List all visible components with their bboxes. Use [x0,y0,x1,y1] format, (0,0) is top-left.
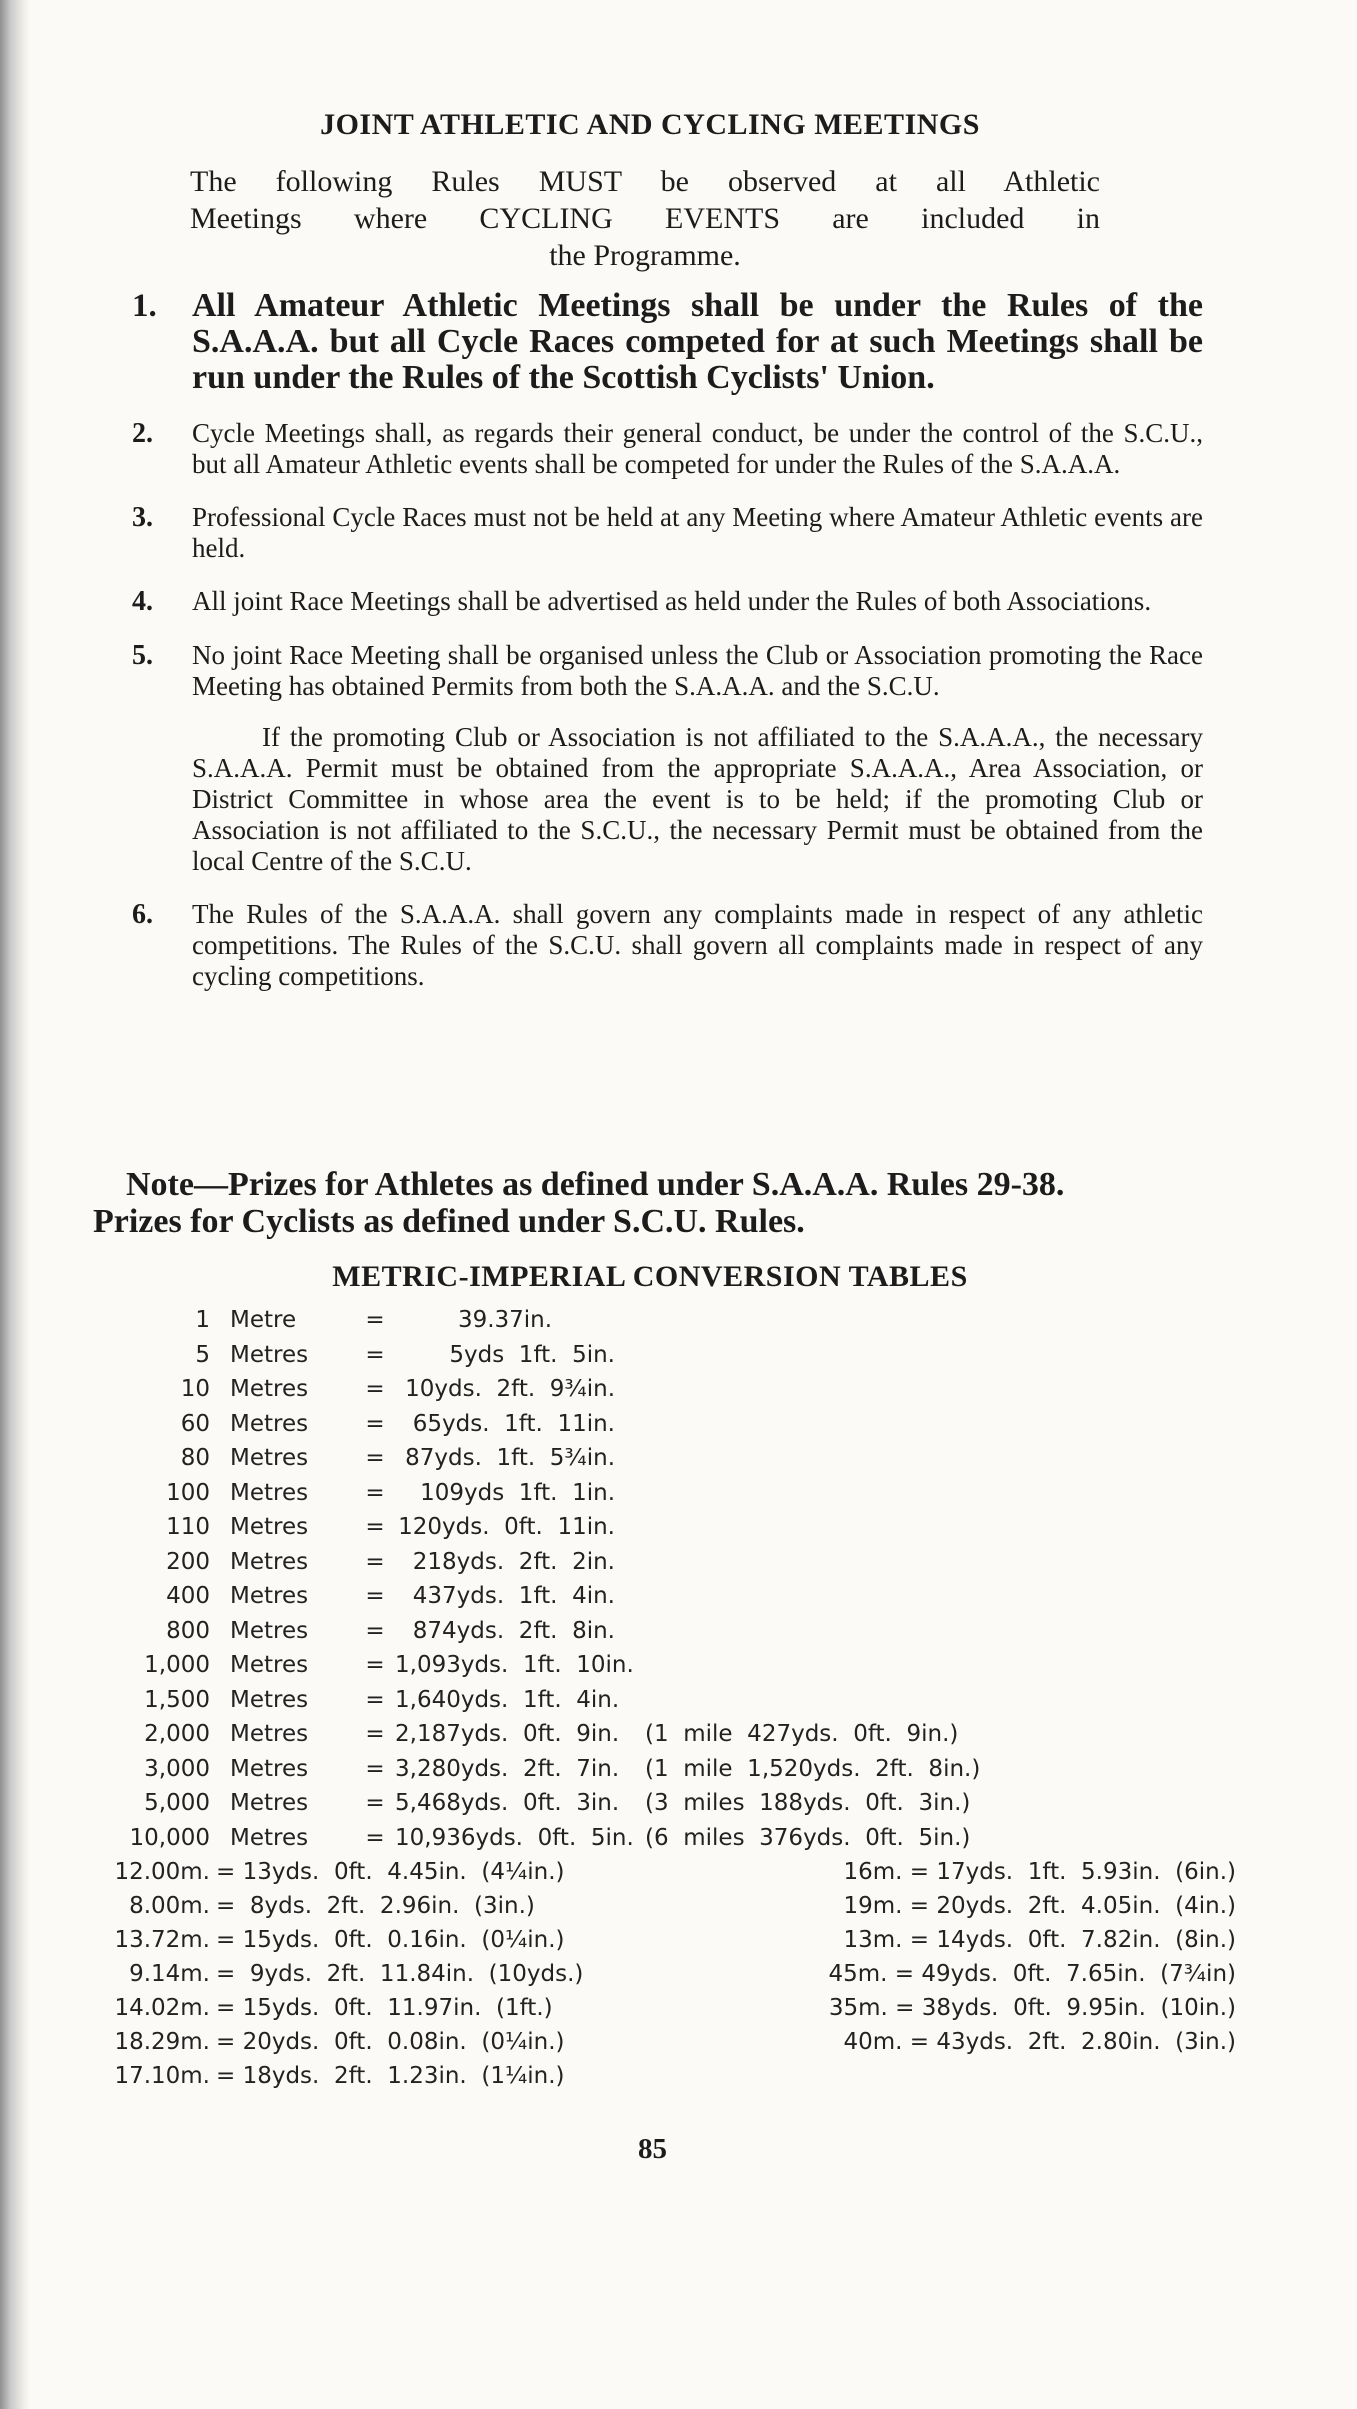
imperial-value: 87yds. 1ft. 5¾in. [405,1445,615,1471]
rule-text: All Amateur Athletic Meetings shall be under the Rules of the S.A.A.A. but all Cycle Races competed for at such Meetings shall be run under the Rules of the Scottish Cyclists' Union. [192,287,1203,396]
miles-equivalent: (6 miles 376yds. 0ft. 5in.) [645,1824,971,1851]
metric-unit: Metres [230,1548,309,1575]
table-row [100,1821,980,1856]
length-pair: 45m. = 49yds. 0ft. 7.65in. (7¾in) [828,1961,1236,1987]
length-metres: 14.02m. [114,1995,210,2021]
imperial-value: 2,187yds. 0ft. 9in. [395,1721,620,1747]
metric-value: 100 [166,1479,210,1506]
length-pair [716,2059,1236,2093]
length-imperial: = 15yds. 0ft. 11.97in. (1ft.) [216,1995,553,2021]
table-row [100,2059,1236,2093]
equals-sign: = [365,1652,385,1678]
intro-paragraph [190,163,1100,274]
length-imperial: = 15yds. 0ft. 0.16in. (0¼in.) [216,1927,565,1953]
imperial-value: 218yds. 2ft. 2in. [412,1548,615,1575]
metric-unit: Metres [230,1583,309,1609]
metric-value: 5,000 [144,1790,210,1816]
equals-sign: = [365,1790,385,1816]
equals-sign: = [365,1617,385,1644]
metric-unit: Metres [230,1410,309,1437]
miles-equivalent [615,1545,645,1580]
miles-equivalent [615,1579,645,1614]
metric-unit: Metre [230,1307,297,1333]
metric-unit: Metres [230,1790,309,1816]
table-row [100,1579,980,1614]
length-metres: 9.14m. [129,1961,210,1987]
miles-equivalent [615,1407,645,1442]
rule-subparagraph: If the promoting Club or Association is not affiliated to the S.A.A.A., the necessary S.A.A.A. Permit must be obtained from the appropriate S.A.A.A., Area Association, or District Committee in whose area the event is to be held; if the promoting Club or Association is not affiliated to the S.C.U., the necessary Permit must be obtained from the local Centre of the S.C.U. [192,722,1203,876]
miles-equivalent [615,1372,645,1407]
table-title: METRIC-IMPERIAL CONVERSION TABLES [332,1260,968,1293]
table-row [100,1683,980,1718]
prizes-note [93,1166,1203,1240]
miles-equivalent [615,1510,645,1545]
equals-sign: = [365,1376,385,1402]
miles-equivalent [615,1648,645,1683]
metric-unit: Metres [230,1479,309,1506]
metric-value: 10 [180,1376,210,1402]
imperial-value: 65yds. 1ft. 11in. [412,1410,615,1437]
metric-unit: Metres [230,1721,309,1747]
metric-value: 800 [166,1617,210,1644]
rule-text: All joint Race Meetings shall be advertised as held under the Rules of both Associations. [192,586,1152,616]
rule-number: 1. [132,288,157,324]
equals-sign: = [365,1307,385,1333]
rule-number: 4. [132,586,153,617]
rule-number: 5. [132,640,153,671]
table-row [100,1545,980,1580]
equals-sign: = [365,1341,385,1368]
metric-value: 400 [166,1583,210,1609]
miles-equivalent: (1 mile 1,520yds. 2ft. 8in.) [645,1755,981,1782]
metric-value: 60 [180,1410,210,1437]
rule-number: 6. [132,899,153,930]
rules-list [120,288,1203,1014]
table-row [100,1786,980,1821]
equals-sign: = [365,1755,385,1782]
length-imperial: = 9yds. 2ft. 11.84in. (10yds.) [216,1961,584,1987]
length-metres: 18.29m. [114,2029,210,2055]
length-imperial: = 20yds. 0ft. 0.08in. (0¼in.) [216,2029,565,2055]
rule-item [120,586,1203,618]
miles-equivalent: (3 miles 188yds. 0ft. 3in.) [645,1790,971,1816]
table-row [100,1648,980,1683]
metric-unit: Metres [230,1617,309,1644]
miles-equivalent: (1 mile 427yds. 0ft. 9in.) [645,1721,959,1747]
miles-equivalent [615,1303,645,1338]
equals-sign: = [365,1721,385,1747]
miles-equivalent [615,1683,645,1718]
metric-value: 110 [166,1514,210,1540]
intro-line: The following Rules MUST be observed at all Athletic [190,165,1100,198]
length-metres: 8.00m. [129,1893,210,1919]
rule-number: 3. [132,502,153,533]
imperial-value: 109yds 1ft. 1in. [420,1479,615,1506]
table-row [100,1991,1236,2025]
metric-value: 10,000 [129,1824,210,1851]
equals-sign: = [365,1410,385,1437]
length-imperial: = 18yds. 2ft. 1.23in. (1¼in.) [216,2063,565,2089]
miles-equivalent [615,1476,645,1511]
table-row [100,1717,980,1752]
rule-item [120,640,1203,877]
table-row [100,1441,980,1476]
metric-value: 3,000 [144,1755,210,1782]
rule-item [120,288,1203,396]
imperial-value: 5,468yds. 0ft. 3in. [395,1790,620,1816]
metric-unit: Metres [230,1445,309,1471]
metric-unit: Metres [230,1341,309,1368]
metric-unit: Metres [230,1824,309,1851]
table-row [100,1752,980,1787]
book-spine-shadow [0,0,30,2409]
metric-unit: Metres [230,1755,309,1782]
equals-sign: = [365,1824,385,1851]
metric-value: 80 [180,1445,210,1471]
note-line: Note—Prizes for Athletes as defined under S.A.A.A. Rules 29-38. [126,1166,1065,1203]
length-pair: 40m. = 43yds. 2ft. 2.80in. (3in.) [843,2029,1236,2055]
rule-item [120,899,1203,992]
length-imperial: = 13yds. 0ft. 4.45in. (4¼in.) [216,1859,565,1885]
length-metres: 17.10m. [114,2063,210,2089]
page-heading: JOINT ATHLETIC AND CYCLING MEETINGS [320,108,980,141]
rule-text-block [192,640,1203,877]
length-pair: 13m. = 14yds. 0ft. 7.82in. (8in.) [843,1927,1236,1953]
intro-line: the Programme. [549,239,741,272]
rule-text: The Rules of the S.A.A.A. shall govern any complaints made in respect of any athletic competitions. The Rules of the S.C.U. shall govern all complaints made in respect of any cycling competitions. [192,899,1203,991]
imperial-value: 10,936yds. 0ft. 5in. [395,1824,634,1851]
equals-sign: = [365,1583,385,1609]
length-pair: 35m. = 38yds. 0ft. 9.95in. (10in.) [828,1995,1236,2021]
imperial-value: 5yds 1ft. 5in. [449,1341,615,1368]
length-metres: 13.72m. [114,1927,210,1953]
imperial-value: 1,640yds. 1ft. 4in. [395,1686,620,1713]
metric-value: 1,000 [144,1652,210,1678]
table-row [100,1957,1236,1991]
metric-value: 5 [195,1341,210,1368]
imperial-value: 1,093yds. 1ft. 10in. [395,1652,634,1678]
equals-sign: = [365,1686,385,1713]
metric-unit: Metres [230,1376,309,1402]
conversion-table [100,1303,980,1855]
rule-text: Professional Cycle Races must not be held at any Meeting where Amateur Athletic events are held. [192,502,1203,563]
equals-sign: = [365,1514,385,1540]
imperial-value: 437yds. 1ft. 4in. [412,1583,615,1609]
rule-item [120,502,1203,564]
table-row [100,1372,980,1407]
table-row [100,2025,1236,2059]
note-line: Prizes for Cyclists as defined under S.C.U. Rules. [93,1203,805,1240]
metric-value: 2,000 [144,1721,210,1747]
table-row [100,1889,1236,1923]
length-pair: 16m. = 17yds. 1ft. 5.93in. (6in.) [843,1859,1236,1885]
imperial-value: 39.37in. [457,1307,553,1333]
miles-equivalent [615,1338,645,1373]
table-row [100,1614,980,1649]
imperial-value: 874yds. 2ft. 8in. [412,1617,615,1644]
rule-item [120,418,1203,480]
intro-line: Meetings where CYCLING EVENTS are included in [190,202,1100,235]
table-row [100,1476,980,1511]
equals-sign: = [365,1548,385,1575]
rule-text: No joint Race Meeting shall be organised unless the Club or Association promoting the Race Meeting has obtained Permits from both the S.A.A.A. and the S.C.U. [192,640,1203,701]
table-row [100,1407,980,1442]
table-row [100,1303,980,1338]
page-number: 85 [638,2133,667,2165]
equals-sign: = [365,1479,385,1506]
length-pair: 19m. = 20yds. 2ft. 4.05in. (4in.) [843,1893,1236,1919]
table-row [100,1923,1236,1957]
metric-value: 1,500 [144,1686,210,1713]
table-row [100,1855,1236,1889]
equals-sign: = [365,1445,385,1471]
table-row [100,1510,980,1545]
rule-text: Cycle Meetings shall, as regards their general conduct, be under the control of the S.C.U., but all Amateur Athletic events shall be competed for under the Rules of the S.A.A.A. [192,418,1203,479]
metric-value: 1 [195,1307,210,1333]
length-metres: 12.00m. [114,1859,210,1885]
imperial-value: 3,280yds. 2ft. 7in. [395,1755,620,1782]
imperial-value: 120yds. 0ft. 11in. [398,1514,615,1540]
miles-equivalent [615,1614,645,1649]
metric-unit: Metres [230,1514,309,1540]
rule-number: 2. [132,418,153,449]
metric-value: 200 [166,1548,210,1575]
metric-unit: Metres [230,1686,309,1713]
miles-equivalent [615,1441,645,1476]
length-imperial: = 8yds. 2ft. 2.96in. (3in.) [216,1893,535,1919]
table-row [100,1338,980,1373]
metric-unit: Metres [230,1652,309,1678]
imperial-value: 10yds. 2ft. 9¾in. [405,1376,615,1402]
